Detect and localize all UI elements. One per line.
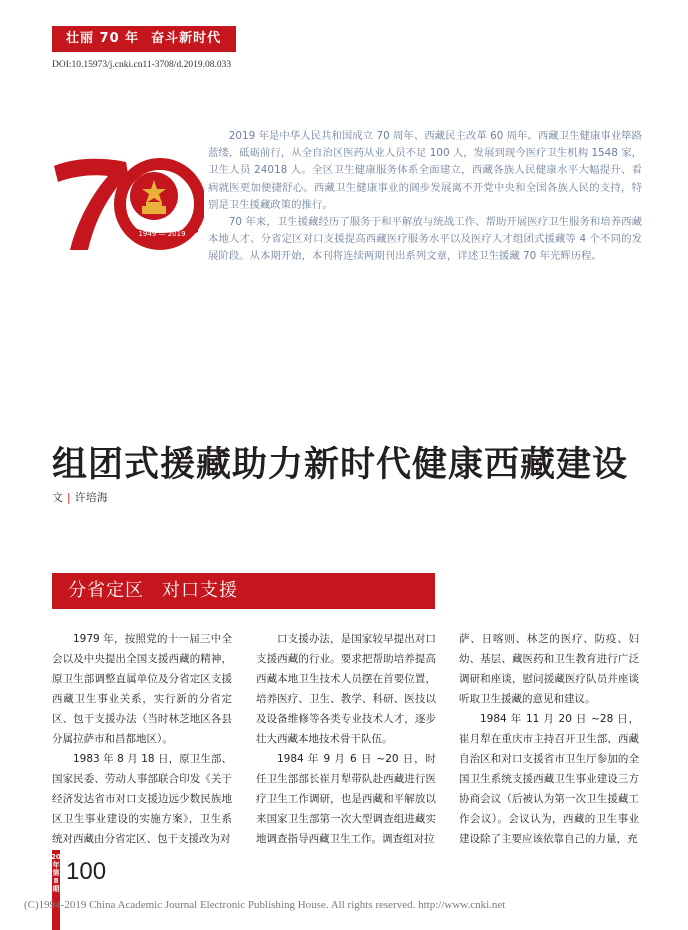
author-name: 许培海 (74, 491, 108, 504)
series-tag-part2: 奋斗新时代 (151, 31, 222, 46)
body-paragraph: 1984 年 11 月 20 日 ~28 日，崔月犁在重庆市主持召开卫生部、西藏自治区和对口支援省市卫生厅参加的全国卫生系统支援西藏卫生事业建设三方协商会议（后被认为第一次卫生援藏工作会议）。会议认为，西藏的卫生事业建设除了主要应该依靠自己的力量，充 (459, 713, 639, 845)
body-paragraph: 1984 年 9 月 6 日 ~20 日，时任卫生部部长崔月犁带队赴西藏进行医疗卫生工作调研，也是西藏和平解放以来国家卫生部第一次大型调查组进藏实地调查指导西藏卫生工作。调查组对拉 (256, 753, 436, 845)
anniversary-70-logo (48, 146, 204, 256)
body-column-1 (52, 629, 232, 849)
doi-line: DOI:10.15973/j.cnki.cn11-3708/d.2019.08.033 (52, 60, 232, 70)
section-heading-part2: 对口支援 (162, 580, 238, 601)
issue-label: 2019年第8期 (51, 853, 71, 893)
byline (52, 489, 108, 505)
article-title: 组团式援藏助力新时代健康西藏建设 (52, 445, 629, 485)
series-tag-part1: 壮丽 70 年 (66, 31, 140, 46)
section-heading (52, 573, 435, 609)
body-paragraph: 1979 年，按照党的十一届三中全会以及中央提出全国支援西藏的精神，原卫生部调整直属单位及分省定区支援西藏卫生事业关系，实行新的分省定区、包干支援办法（当时林芝地区各县分属拉萨市和昌都地区）。 (52, 633, 232, 745)
byline-prefix: 文 (52, 491, 63, 504)
intro-block (208, 128, 642, 266)
page-number: 100 (66, 858, 107, 885)
series-tag (52, 26, 236, 52)
body-paragraph: 萨、日喀则、林芝的医疗、防疫、妇幼、基层、藏医药和卫生教育进行广泛调研和座谈，慰问援藏医疗队员并座谈听取卫生援藏的意见和建议。 (459, 633, 639, 705)
byline-separator: | (67, 491, 71, 504)
body-column-2 (256, 629, 436, 849)
body-paragraph: 1983 年 8 月 18 日，原卫生部、国家民委、劳动人事部联合印发《关于经济发达省市对口支援边远少数民族地区卫生事业建设的实施方案》，卫生系统对西藏由分省定区、包干支援改为对 (52, 753, 232, 845)
logo-years-text: 1949 — 2019 (138, 230, 186, 238)
copyright-line: (C)1994-2019 China Academic Journal Electronic Publishing House. All rights reserved. http://www.cnki.net (24, 899, 506, 911)
body-paragraph: 口支援办法，是国家较早提出对口支援西藏的行业。要求把帮助培养提高西藏本地卫生技术人员摆在首要位置，培养医疗、卫生、教学、科研、医技以及设备维修等各类专业技术人才，逐步壮大西藏本地技术骨干队伍。 (256, 633, 436, 745)
intro-paragraph: 70 年来，卫生援藏经历了服务于和平解放与统战工作、帮助开展医疗卫生服务和培养西藏本地人才、分省定区对口支援提高西藏医疗服务水平以及医疗人才组团式援藏等 4 个不同的发展阶段。从本期开始，本刊将连续两期刊出系列文章，详述卫生援藏 70 年光辉历程。 (208, 216, 642, 263)
section-heading-part1: 分省定区 (68, 580, 144, 601)
logo-gate-icon (142, 206, 166, 214)
body-column-3 (459, 629, 639, 849)
intro-paragraph: 2019 年是中华人民共和国成立 70 周年、西藏民主改革 60 周年。西藏卫生健康事业筚路蓝缕，砥砺前行，从全自治区医药从业人员不足 100 人，发展到现今医疗卫生机构 1548 家，卫生人员 24018 人。全区卫生健康服务体系全面建立，西藏各族人民健康水平大幅提升、看病就医更加便捷舒心。西藏卫生健康事业的阔步发展离不开党中央和全国各族人民的支持，特别是卫生援藏政策的推行。 (208, 130, 642, 211)
